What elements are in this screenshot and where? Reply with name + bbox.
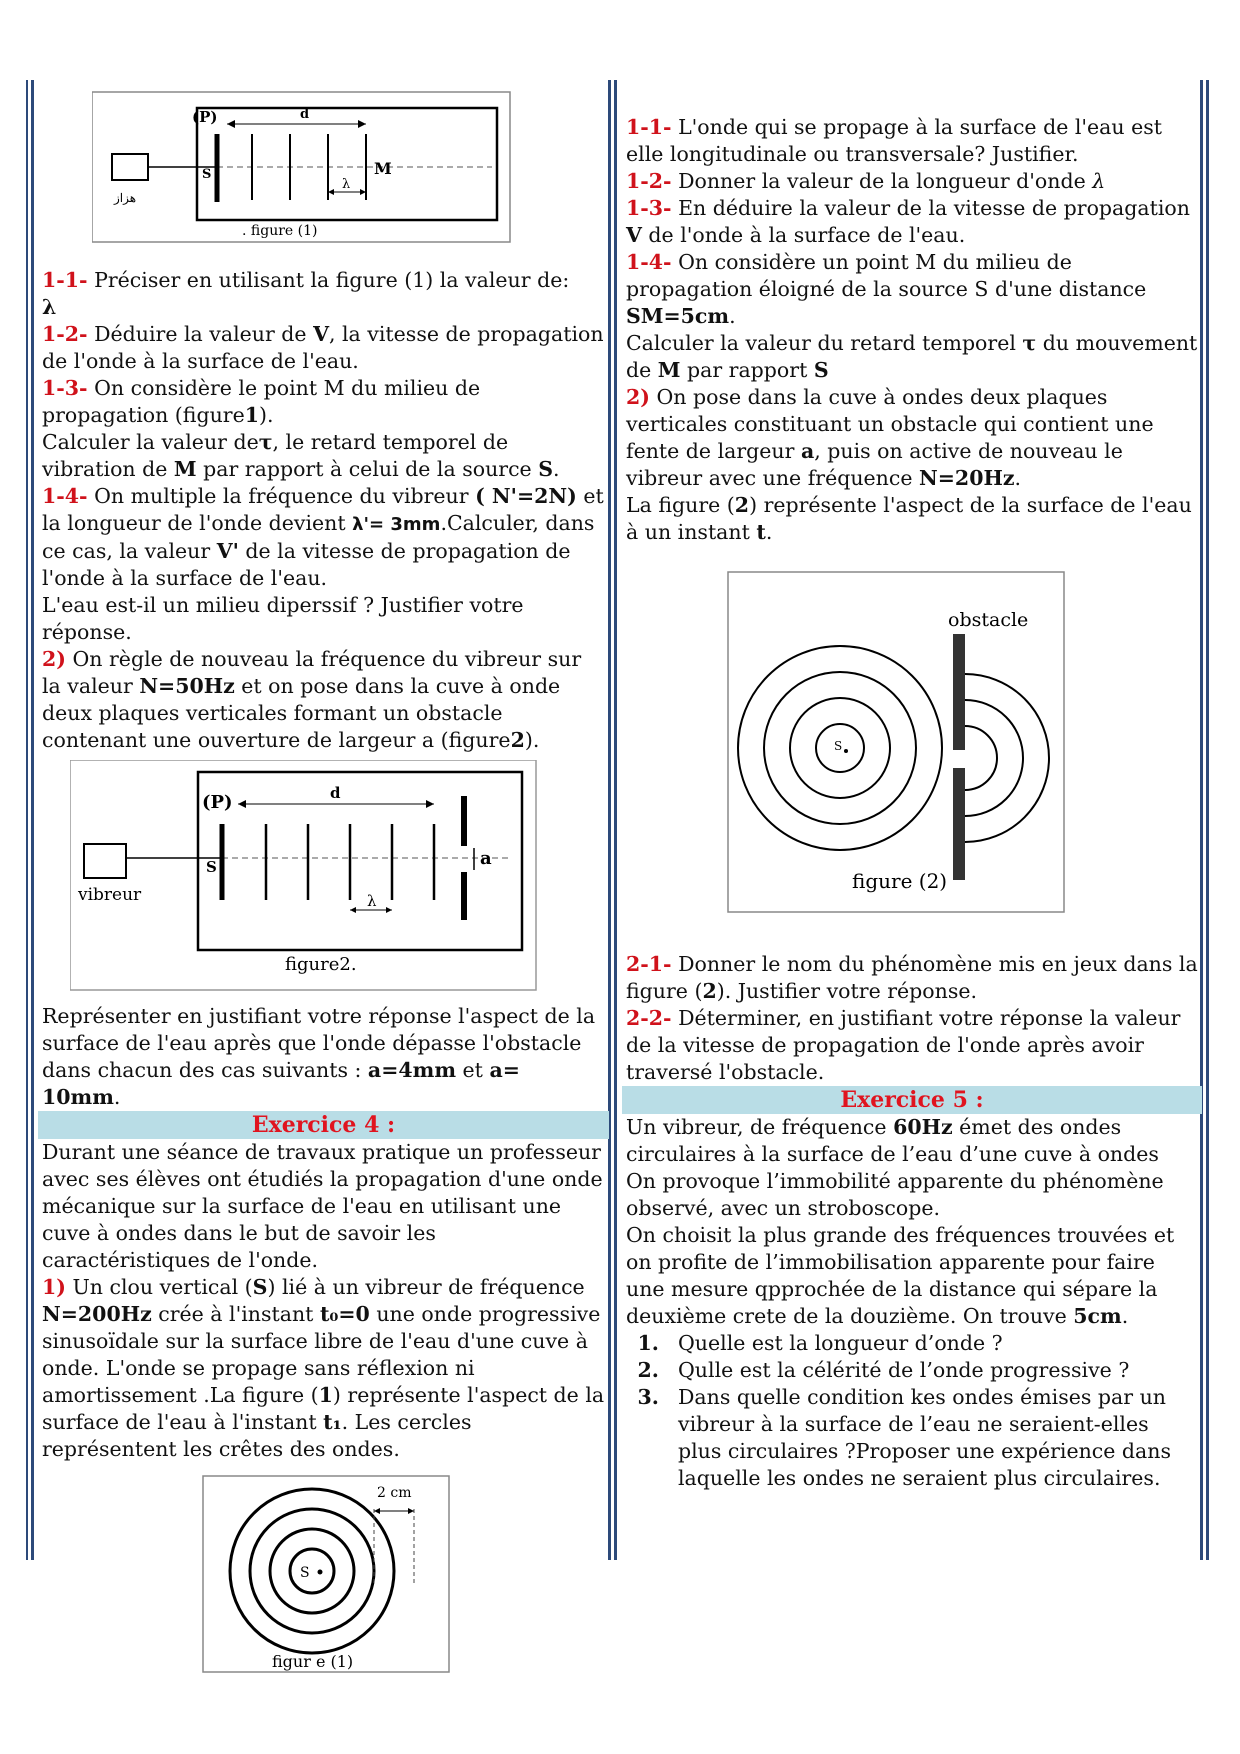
figure-1-diagram [92, 90, 512, 250]
exercise-4-intro: Durant une séance de travaux pratique un professeur avec ses élèves ont étudiés la propagation d'une onde mécanique sur la surface de l'eau en utilisant une cuve à ondes dans le but de savoir les caractéristiques de l'onde. [42, 1140, 603, 1272]
fig2-label-s: S [206, 858, 217, 876]
fig1-label-vibrator: هزاز [114, 191, 137, 205]
fig2-label-vibrator: vibreur [78, 885, 142, 905]
figure-1-wave-tank [92, 90, 605, 257]
question-2-representation: Représenter en justifiant votre réponse l'aspect de la surface de l'eau après que l'onde dépasse l'obstacle dans chacun des cas suivants : a=4mm et a= 10mm. [42, 1004, 596, 1109]
exercise-5-question-2: 2. Qulle est la célérité de l’onde progressive ? [666, 1357, 1198, 1384]
right-border-rule [1200, 80, 1210, 1560]
exercise-4-q1: 1) Un clou vertical (S) lié à un vibreur de fréquence N=200Hz crée à l'instant t₀=0 une onde progressive sinusoïdale sur la surface libre de l'eau d'une cuve à onde. L'onde se propage sans réflexion ni amortissement .La figure (1) représente l'aspect de la surface de l'eau à l'instant t₁. Les cercles représentent les crêtes des ondes. [42, 1275, 605, 1461]
r-question-1-4: 1-4- On considère un point M du milieu de propagation éloigné de la source S d'une distance SM=5cm. Calculer la valeur du retard temporel τ du mouvement de M par rapport S [626, 250, 1198, 382]
question-1-1: 1-1- Préciser en utilisant la figure (1) la valeur de: λ [42, 268, 570, 319]
fig1-label-d: d [300, 107, 310, 122]
exercise-5-measure: On choisit la plus grande des fréquences trouvées et on profite de l’immobilisation apparente pour faire une mesure qpprochée de la distance qui sépare la deuxième crete de la douzième. On trouve 5cm. [626, 1223, 1175, 1328]
exercise-5-title: Exercice 5 : [622, 1086, 1202, 1114]
r-question-1-2: 1-2- Donner la valeur de la longueur d'onde λ [626, 169, 1106, 193]
fig1-caption: . figure (1) [242, 223, 318, 239]
right-column [626, 114, 1198, 1492]
exercise-5-question-3: 3. Dans quelle condition kes ondes émises par un vibreur à la surface de l’eau ne seraient-elles plus circulaires ?Proposer une expérience dans laquelle les ondes ne seraient plus circulaires. [666, 1384, 1198, 1492]
figure-2-diffraction [726, 570, 1198, 923]
question-2: 2) On règle de nouveau la fréquence du vibreur sur la valeur N=50Hz et on pose dans la cuve à onde deux plaques verticales formant un obstacle contenant une ouverture de largeur a (figure2). [42, 647, 582, 752]
fig2-label-lambda: λ [367, 892, 377, 910]
figure-2-diffraction-diagram [726, 570, 1068, 916]
fig1-label-p: (P) [192, 108, 218, 126]
figure-2-diagram [70, 760, 540, 992]
fig4-label-obstacle: obstacle [948, 609, 1029, 631]
exercise-5-questions [626, 1330, 1198, 1492]
r-question-2-1: 2-1- Donner le nom du phénomène mis en jeux dans la figure (2). Justifier votre réponse. [626, 952, 1198, 1003]
question-1-4: 1-4- On multiple la fréquence du vibreur ( N'=2N) et la longueur de l'onde devient λ'= 3mm.Calculer, dans ce cas, la valeur V' de la vitesse de propagation de l'onde à la surface de l'eau. L'eau est-il un milieu diperssif ? Justifier votre réponse. [42, 484, 604, 644]
exercise-5-intro: Un vibreur, de fréquence 60Hz émet des ondes circulaires à la surface de l’eau d’une cuve à ondes [626, 1115, 1159, 1166]
fig3-label-2cm: 2 cm [377, 1485, 412, 1501]
fig2-caption: figure2. [285, 954, 357, 975]
r-question-2-2: 2-2- Déterminer, en justifiant votre réponse la valeur de la vitesse de propagation de l'onde après avoir traversé l'obstacle. [626, 1006, 1181, 1084]
question-1-3: 1-3- On considère le point M du milieu de propagation (figure1). Calculer la valeur deτ, le retard temporel de vibration de M par rapport à celui de la source S. [42, 376, 560, 481]
exercise-5-question-1: 1. Quelle est la longueur d’onde ? [666, 1330, 1198, 1357]
fig1-label-lambda: λ [342, 177, 351, 192]
r-question-1-1: 1-1- L'onde qui se propage à la surface de l'eau est elle longitudinale ou transversale? Justifier. [626, 115, 1162, 166]
fig3-label-s: S [300, 1565, 310, 1581]
r-question-2: 2) On pose dans la cuve à ondes deux plaques verticales constituant un obstacle qui contient une fente de largeur a, puis on active de nouveau le vibreur avec une fréquence N=20Hz. La figure (2) représente l'aspect de la surface de l'eau à un instant t. [626, 385, 1192, 544]
exercise-4-title: Exercice 4 : [38, 1111, 609, 1139]
center-divider-rule [608, 80, 618, 1560]
fig2-label-p: (P) [202, 792, 233, 813]
figure-2-obstacle-tank [70, 760, 605, 999]
figure-ex4-circular-waves [202, 1475, 605, 1682]
fig1-label-m: M [374, 159, 392, 178]
left-border-rule [26, 80, 34, 1560]
r-question-1-3: 1-3- En déduire la valeur de la vitesse de propagation V de l'onde à la surface de l'eau. [626, 196, 1190, 247]
fig1-label-s: S [202, 167, 212, 182]
fig4-label-s: S [834, 739, 843, 753]
fig3-caption: figur e (1) [272, 1652, 354, 1671]
question-1-2: 1-2- Déduire la valeur de V, la vitesse de propagation de l'onde à la surface de l'eau. [42, 322, 604, 373]
exercise-5-stroboscope: On provoque l’immobilité apparente du phénomène observé, avec un stroboscope. [626, 1169, 1164, 1220]
fig4-caption: figure (2) [852, 869, 948, 893]
left-column [42, 90, 605, 1682]
fig2-label-a: a [480, 848, 492, 869]
fig2-label-d: d [330, 784, 341, 802]
figure-ex4-diagram [202, 1475, 452, 1675]
